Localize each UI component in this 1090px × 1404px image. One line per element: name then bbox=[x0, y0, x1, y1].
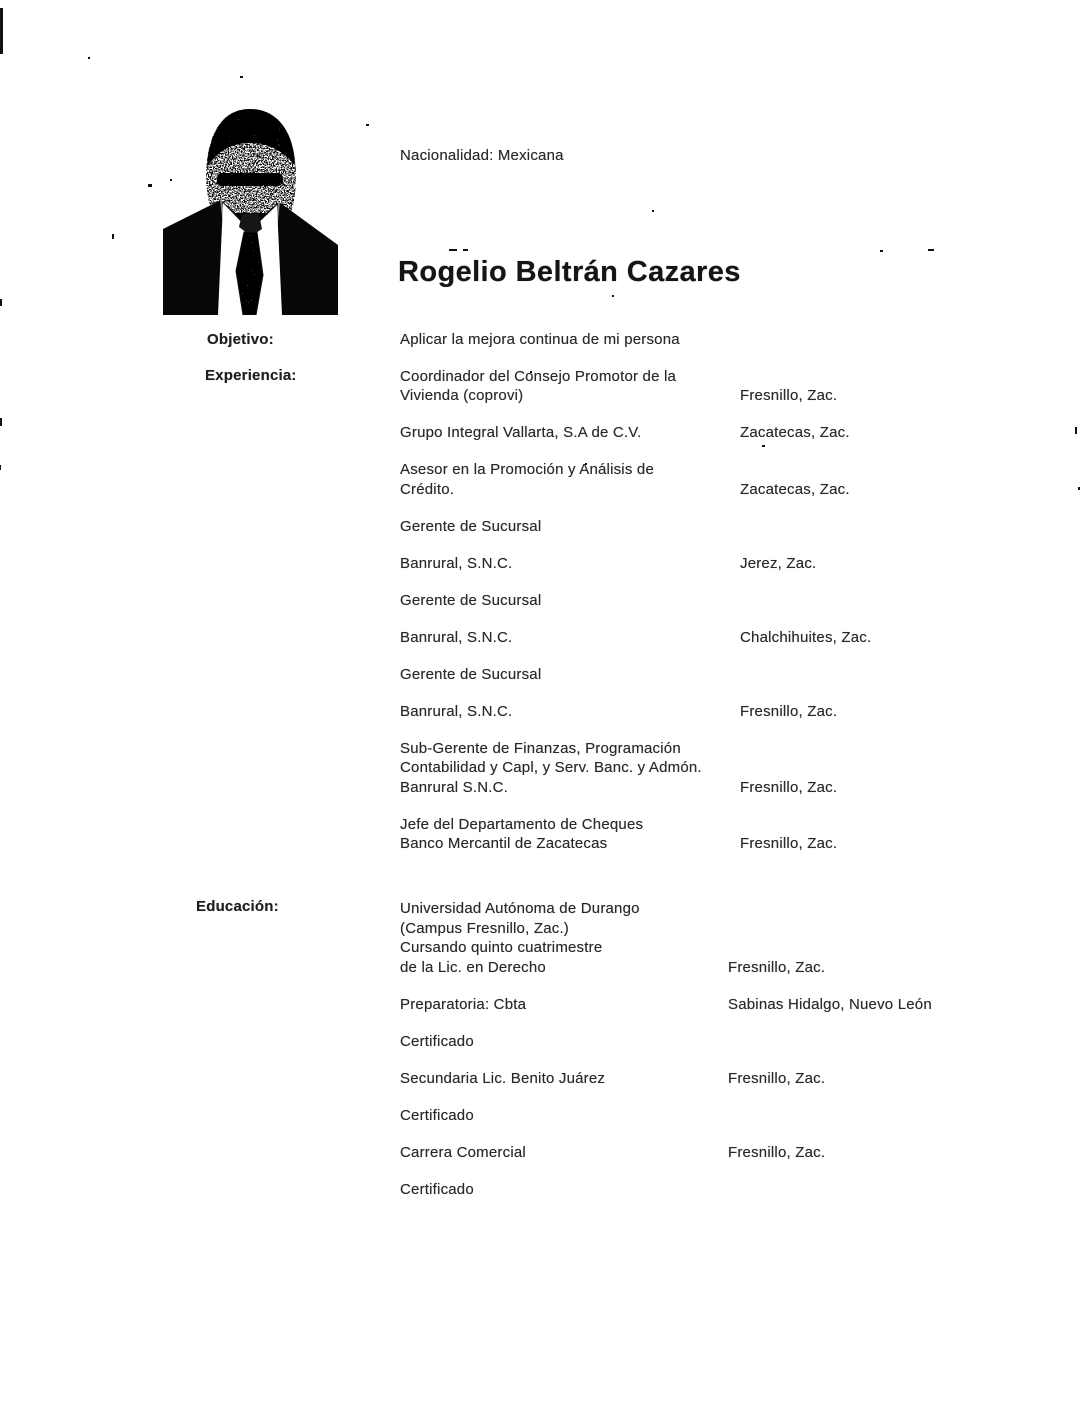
text-line: Grupo Integral Vallarta, S.A de C.V. bbox=[400, 424, 642, 442]
text-line: Universidad Autónoma de Durango bbox=[400, 900, 640, 918]
text-line: Aplicar la mejora continua de mi persona bbox=[400, 331, 680, 348]
text-line: Gerente de Sucursal bbox=[400, 591, 542, 609]
location-text: Jerez, Zac. bbox=[740, 554, 817, 572]
text-line: Asesor en la Promoción y Análisis de bbox=[400, 461, 654, 479]
text-line: Gerente de Sucursal bbox=[400, 665, 542, 683]
experience-entry bbox=[400, 739, 838, 797]
text-line: Banrural S.N.C. bbox=[400, 778, 509, 796]
experience-entry bbox=[400, 554, 817, 573]
text-line: Sub-Gerente de Finanzas, Programación bbox=[400, 739, 681, 757]
text-line: (Campus Fresnillo, Zac.) bbox=[400, 919, 570, 937]
location-text: Fresnillo, Zac. bbox=[728, 1069, 826, 1087]
education-entry bbox=[400, 995, 932, 1014]
experience-entry bbox=[400, 702, 838, 721]
location-text: Fresnillo, Zac. bbox=[728, 1143, 826, 1161]
education-entry bbox=[400, 1069, 826, 1088]
experience-entry bbox=[400, 815, 838, 854]
text-line: Jefe del Departamento de Cheques bbox=[400, 815, 644, 833]
experience-entry bbox=[400, 367, 838, 406]
education-entry bbox=[400, 1106, 740, 1125]
location-text: Fresnillo, Zac. bbox=[740, 778, 838, 796]
location-text: Fresnillo, Zac. bbox=[740, 835, 838, 853]
location-text: Zacatecas, Zac. bbox=[740, 480, 850, 498]
page-title: Rogelio Beltrán Cazares bbox=[398, 256, 741, 288]
text-line: Crédito. bbox=[400, 480, 455, 498]
experience-entry bbox=[400, 665, 740, 684]
text-line: Banrural, S.N.C. bbox=[400, 628, 513, 646]
text-line: Carrera Comercial bbox=[400, 1143, 526, 1161]
experience-entry bbox=[400, 628, 872, 647]
experience-entry bbox=[400, 591, 740, 610]
location-text: Fresnillo, Zac. bbox=[740, 387, 838, 405]
portrait-photo bbox=[163, 103, 338, 315]
experience-entry bbox=[400, 460, 850, 499]
text-line: Vivienda (coprovi) bbox=[400, 387, 524, 405]
objetivo-text bbox=[400, 330, 740, 349]
text-line: Banco Mercantil de Zacatecas bbox=[400, 835, 608, 853]
location-text: Fresnillo, Zac. bbox=[740, 702, 838, 720]
experience-entry bbox=[400, 423, 850, 442]
text-line: Secundaria Lic. Benito Juárez bbox=[400, 1069, 606, 1087]
text-line: Banrural, S.N.C. bbox=[400, 702, 513, 720]
location-text: Fresnillo, Zac. bbox=[728, 958, 826, 976]
text-line: Cursando quinto cuatrimestre bbox=[400, 939, 603, 957]
location-text: Zacatecas, Zac. bbox=[740, 424, 850, 442]
section-label-educacion: Educación: bbox=[196, 898, 279, 915]
nationality-text: Nacionalidad: Mexicana bbox=[400, 147, 564, 164]
education-entry bbox=[400, 1032, 740, 1051]
text-line: Certificado bbox=[400, 1180, 474, 1198]
experience-entry bbox=[400, 517, 740, 536]
education-entry bbox=[400, 1180, 740, 1199]
text-line: Preparatoria: Cbta bbox=[400, 995, 527, 1013]
text-line: Banrural, S.N.C. bbox=[400, 554, 513, 572]
text-line: de la Lic. en Derecho bbox=[400, 958, 546, 976]
location-text: Sabinas Hidalgo, Nuevo León bbox=[728, 995, 932, 1013]
education-entry bbox=[400, 899, 826, 977]
section-label-experiencia: Experiencia: bbox=[205, 367, 297, 384]
text-line: Coordinador del Consejo Promotor de la bbox=[400, 368, 677, 385]
text-line: Contabilidad y Capl, y Serv. Banc. y Admón. bbox=[400, 759, 702, 777]
text-line: Certificado bbox=[400, 1106, 474, 1124]
location-text: Chalchihuites, Zac. bbox=[740, 628, 872, 646]
text-line: Certificado bbox=[400, 1032, 474, 1050]
section-label-objetivo: Objetivo: bbox=[207, 331, 274, 348]
education-entry bbox=[400, 1143, 826, 1162]
content-column bbox=[400, 330, 960, 1217]
text-line: Gerente de Sucursal bbox=[400, 517, 542, 535]
